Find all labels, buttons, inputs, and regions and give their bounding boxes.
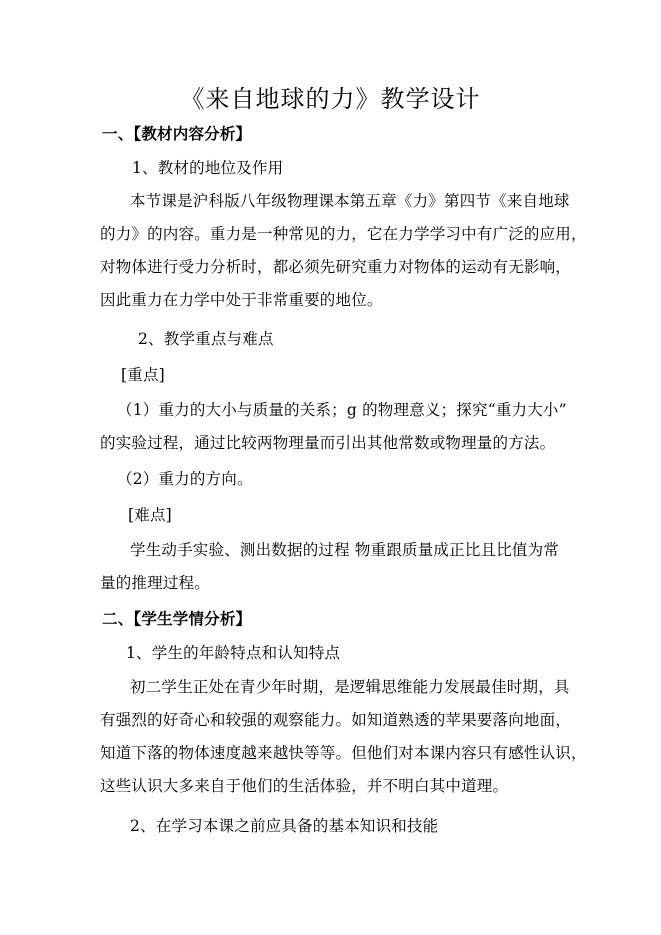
subheading-age-and-cognition: 1、学生的年龄特点和认知特点 — [126, 644, 341, 662]
key-point-item-2: （2）重力的方向。 — [117, 470, 253, 488]
paragraph-line: 这些认识大多来自于他们的生活体验，并不明白其中道理。 — [100, 777, 509, 795]
document-title: 《来自地球的力》教学设计 — [180, 85, 481, 113]
difficulty-label: [难点] — [128, 506, 172, 524]
paragraph-line: 对物体进行受力分析时，都必须先研究重力对物体的运动有无影响， — [100, 258, 572, 276]
subheading-prior-knowledge: 2、在学习本课之前应具备的基本知识和技能 — [130, 817, 439, 835]
paragraph-line: 有强烈的好奇心和较强的观察能力。如知道熟透的苹果要落向地面， — [100, 711, 572, 729]
section-heading-textbook-analysis: 一、【教材内容分析】 — [102, 124, 252, 143]
difficulty-text-cont: 量的推理过程。 — [100, 574, 210, 592]
paragraph-line: 因此重力在力学中处于非常重要的地位。 — [100, 291, 383, 309]
paragraph-line: 本节课是沪科版八年级物理课本第五章《力》第四节《来自地球 — [130, 192, 570, 210]
section-heading-student-analysis: 二、【学生学情分析】 — [102, 609, 252, 628]
key-points-label: [重点] — [121, 366, 165, 384]
paragraph-line: 知道下落的物体速度越来越快等等。但他们对本课内容只有感性认识， — [100, 744, 587, 762]
paragraph-line: 初二学生正处在青少年时期，是逻辑思维能力发展最佳时期，具 — [130, 678, 570, 696]
key-point-item-1-cont: 的实验过程，通过比较两物理量而引出其他常数或物理量的方法。 — [100, 434, 556, 452]
subheading-key-and-difficult-points: 2、教学重点与难点 — [138, 330, 274, 348]
difficulty-text: 学生动手实验、测出数据的过程 物重跟质量成正比且比值为常 — [130, 541, 560, 559]
paragraph-line: 的力》的内容。重力是一种常见的力，它在力学学习中有广泛的应用， — [100, 225, 587, 243]
key-point-item-1: （1）重力的大小与质量的关系；g 的物理意义；探究“重力大小” — [117, 401, 567, 419]
subheading-position-and-role: 1、教材的地位及作用 — [132, 159, 284, 177]
